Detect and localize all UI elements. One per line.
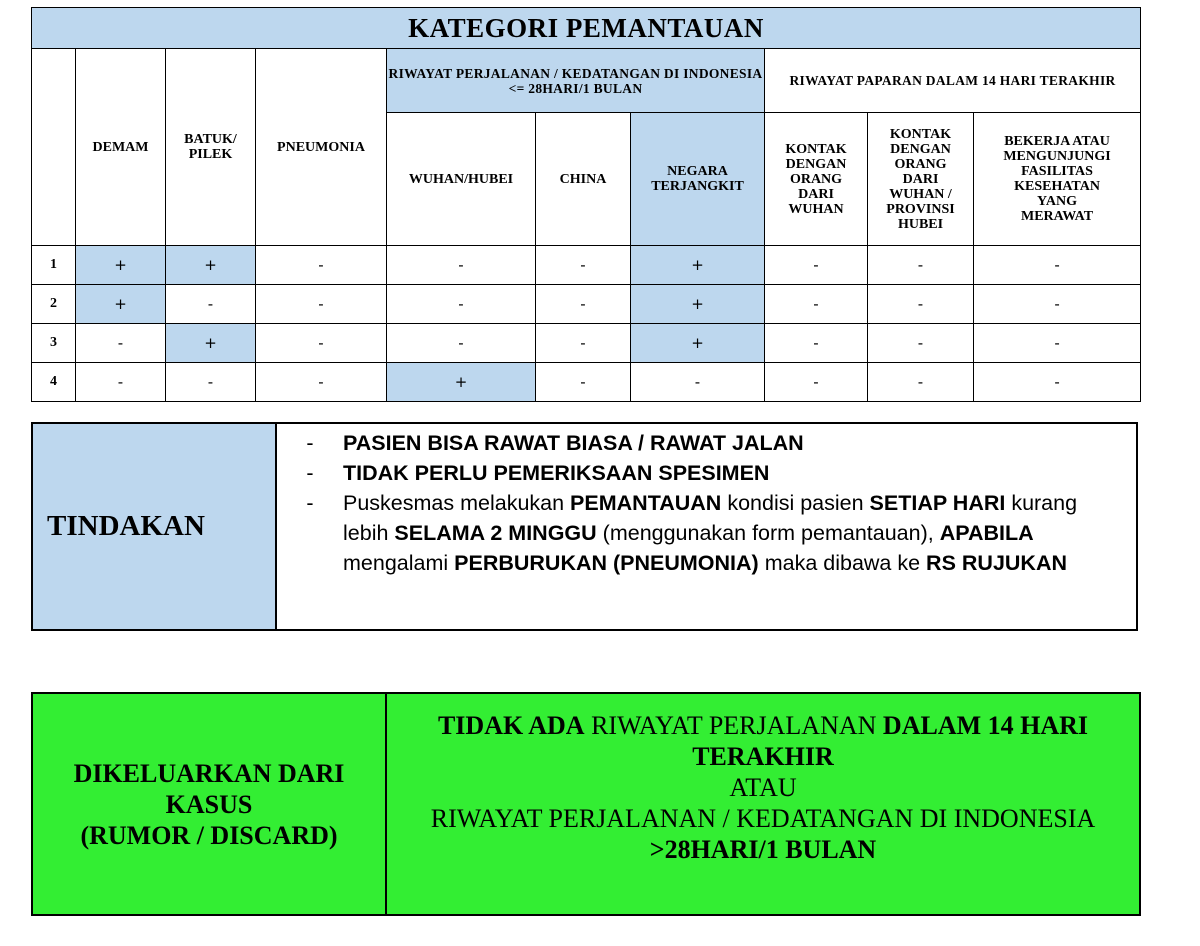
cell-wuhan: - xyxy=(387,246,536,285)
header-pneumonia: PNEUMONIA xyxy=(256,49,387,246)
cell-demam: + xyxy=(76,246,166,285)
cell-kontak-provinsi: - xyxy=(868,324,974,363)
cell-china: - xyxy=(536,363,631,402)
cell-wuhan: - xyxy=(387,324,536,363)
list-item xyxy=(277,488,1136,578)
cell-bekerja: - xyxy=(974,285,1141,324)
cell-kontak-provinsi: - xyxy=(868,246,974,285)
row-number: 1 xyxy=(32,246,76,285)
cell-negara: + xyxy=(631,324,765,363)
cell-bekerja: - xyxy=(974,363,1141,402)
cell-china: - xyxy=(536,246,631,285)
cell-kontak-provinsi: - xyxy=(868,363,974,402)
tindakan-label-cell xyxy=(33,424,277,629)
list-item xyxy=(277,458,1136,488)
cell-kontak-wuhan: - xyxy=(765,285,868,324)
cell-wuhan: - xyxy=(387,285,536,324)
discard-line-no-travel: TIDAK ADA RIWAYAT PERJALANAN DALAM 14 HARI TERAKHIR xyxy=(437,711,1089,771)
discard-line-atau: ATAU xyxy=(729,773,797,802)
list-bullet: - xyxy=(306,491,314,515)
header-number-blank xyxy=(32,49,76,246)
list-bullet: - xyxy=(306,461,314,485)
header-china: CHINA xyxy=(536,113,631,246)
discard-line-duration: >28HARI/1 BULAN xyxy=(649,835,877,864)
cell-batuk: + xyxy=(166,246,256,285)
cell-bekerja: - xyxy=(974,324,1141,363)
cell-bekerja: - xyxy=(974,246,1141,285)
list-item xyxy=(277,428,1136,458)
cell-pneumonia: - xyxy=(256,285,387,324)
cell-demam: - xyxy=(76,363,166,402)
row-number: 2 xyxy=(32,285,76,324)
cell-wuhan: + xyxy=(387,363,536,402)
table-row xyxy=(32,246,1141,285)
cell-batuk: - xyxy=(166,285,256,324)
tindakan-label: TINDAKAN xyxy=(47,510,205,542)
header-kontak-wuhan-provinsi: KONTAK DENGAN ORANG DARI WUHAN / PROVINSI HUBEI xyxy=(868,113,974,246)
monitoring-category-table xyxy=(31,7,1141,402)
cell-kontak-provinsi: - xyxy=(868,285,974,324)
cell-china: - xyxy=(536,285,631,324)
table-row xyxy=(32,363,1141,402)
cell-batuk: + xyxy=(166,324,256,363)
tindakan-section xyxy=(31,422,1138,631)
cell-negara: + xyxy=(631,246,765,285)
tindakan-item-pemantauan: Puskesmas melakukan PEMANTAUAN kondisi pasien SETIAP HARI kurang lebih SELAMA 2 MINGGU (menggunakan form pemantauan), APABILA mengalami PERBURUKAN (PNEUMONIA) maka dibawa ke RS RUJUKAN xyxy=(343,491,1078,575)
cell-pneumonia: - xyxy=(256,246,387,285)
header-batuk-pilek: BATUK/ PILEK xyxy=(166,49,256,246)
header-demam: DEMAM xyxy=(76,49,166,246)
discard-criteria xyxy=(387,694,1139,914)
cell-kontak-wuhan: - xyxy=(765,324,868,363)
row-number: 3 xyxy=(32,324,76,363)
header-negara-terjangkit: NEGARA TERJANGKIT xyxy=(631,113,765,246)
cell-demam: - xyxy=(76,324,166,363)
table-row xyxy=(32,285,1141,324)
header-bekerja-fasilitas: BEKERJA ATAU MENGUNJUNGI FASILITAS KESEHATAN YANG MERAWAT xyxy=(974,113,1141,246)
discard-label: DIKELUARKAN DARI KASUS (RUMOR / DISCARD) xyxy=(33,694,387,914)
cell-kontak-wuhan: - xyxy=(765,363,868,402)
header-kontak-wuhan: KONTAK DENGAN ORANG DARI WUHAN xyxy=(765,113,868,246)
cell-demam: + xyxy=(76,285,166,324)
table-row xyxy=(32,324,1141,363)
cell-negara: - xyxy=(631,363,765,402)
row-number: 4 xyxy=(32,363,76,402)
cell-pneumonia: - xyxy=(256,324,387,363)
header-wuhan-hubei: WUHAN/HUBEI xyxy=(387,113,536,246)
cell-pneumonia: - xyxy=(256,363,387,402)
tindakan-item-spesimen: TIDAK PERLU PEMERIKSAAN SPESIMEN xyxy=(343,461,770,485)
cell-kontak-wuhan: - xyxy=(765,246,868,285)
discard-line-travel: RIWAYAT PERJALANAN / KEDATANGAN DI INDONESIA xyxy=(430,804,1096,833)
tindakan-item-rawat-jalan: PASIEN BISA RAWAT BIASA / RAWAT JALAN xyxy=(343,431,804,455)
discard-section xyxy=(31,692,1141,916)
table-title: KATEGORI PEMANTAUAN xyxy=(32,8,1141,49)
cell-batuk: - xyxy=(166,363,256,402)
tindakan-list xyxy=(277,424,1136,629)
cell-china: - xyxy=(536,324,631,363)
list-bullet: - xyxy=(306,431,314,455)
group-header-exposure: RIWAYAT PAPARAN DALAM 14 HARI TERAKHIR xyxy=(765,49,1141,113)
group-header-travel: RIWAYAT PERJALANAN / KEDATANGAN DI INDONESIA <= 28HARI/1 BULAN xyxy=(387,49,765,113)
cell-negara: + xyxy=(631,285,765,324)
